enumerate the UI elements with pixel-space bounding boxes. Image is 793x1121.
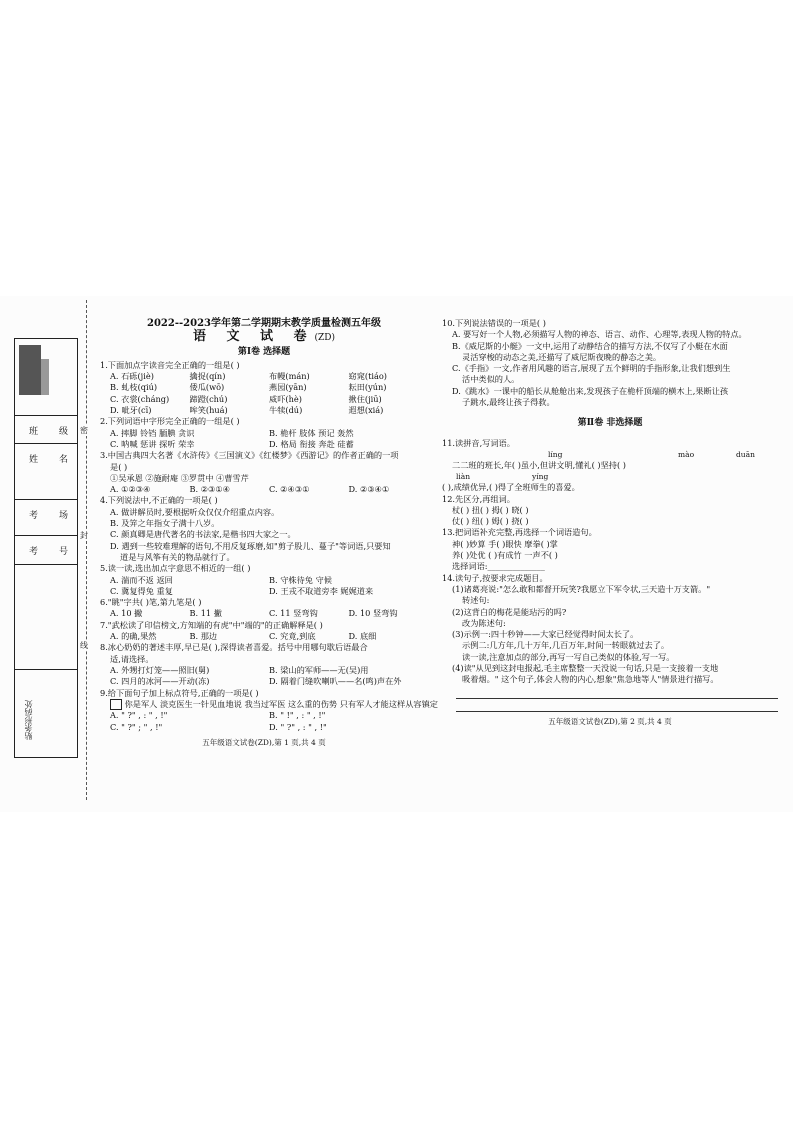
question-line: 12.先区分,再组词。 — [442, 493, 515, 504]
option-item[interactable]: B. 那边 — [189, 631, 218, 642]
question-line: (1)诸葛亮说:"怎么敢和都督开玩笑?我愿立下军令状,三天造十万支箭。" — [452, 583, 711, 594]
question-line: 吸着烟。" 这个句子,体会人物的内心,想象"焦急地等人"情景进行描写。 — [462, 674, 719, 685]
option-item[interactable]: D. 10 竖弯钩 — [348, 608, 398, 619]
option-item[interactable]: 揪住(jiū) — [348, 393, 382, 404]
question-line: 6."眺"字共( )笔,第九笔是( ) — [100, 597, 202, 608]
exam-header: 2022--2023学年第二学期期末教学质量检测五年级 — [147, 318, 381, 329]
question-line: B.《威尼斯的小艇》一文中,运用了动静结合的描写方法,不仅写了小艇在水面 — [452, 340, 728, 351]
question-line: 改为陈述句: — [462, 617, 506, 628]
class-label-1: 班 — [29, 427, 39, 437]
question-line: A. 要写好一个人物,必须描写人物的神态、语言、动作、心理等,表现人物的特点。 — [452, 329, 747, 340]
option-item[interactable]: A. 的确,果然 — [110, 631, 157, 642]
question-line: 读一读,注意加点的部分,再写一写自己类似的体验,写一写。 — [462, 651, 675, 662]
option-row — [100, 608, 428, 619]
number-label-2: 号 — [59, 547, 69, 557]
cut-char-1: 密 — [80, 426, 88, 435]
pinyin-5: yíng — [532, 472, 549, 482]
name-label-1: 姓 — [29, 455, 39, 465]
option-item[interactable]: A. 湍而不返 返回 — [110, 574, 173, 585]
question-line: (3)示例一:四十秒钟——大家已经觉得时间太长了。 — [452, 629, 639, 640]
name-field — [15, 443, 77, 472]
q11-pinyin-row-1 — [442, 449, 778, 460]
option-item[interactable]: 擒捉(qín) — [189, 371, 226, 382]
question-line: 道是与风筝有关的物品就行了。 — [120, 551, 235, 562]
cut-char-3: 线 — [80, 641, 88, 650]
question-line: 养( )处优 ( )有成竹 一声不( ) — [452, 550, 558, 561]
option-item[interactable]: 耘田(yún) — [348, 382, 387, 393]
question-line: D. 遇到一些较难理解的语句,不用反复琢磨,如"剪子股儿、蔓子"等词语,只要知 — [110, 540, 391, 551]
question-line: C. 颜真卿是唐代著名的书法家,是楷书四大家之一。 — [110, 529, 296, 540]
question-list-1 — [100, 360, 428, 699]
option-item[interactable]: C. 四月的冰河——开动(冻) — [110, 676, 210, 687]
option-row — [100, 710, 428, 721]
question-line: 5.读一读,选出加点字意思不相近的一组( ) — [100, 563, 251, 574]
page-2 — [442, 318, 778, 727]
option-item[interactable]: C. 呐喊 惩讲 探听 荣幸 — [110, 438, 195, 449]
question-line: 适,请选择。 — [110, 653, 154, 664]
option-item[interactable]: C. ②④③① — [269, 484, 310, 495]
room-field — [15, 499, 77, 528]
option-item[interactable]: 遐想(xiá) — [348, 405, 384, 416]
option-item[interactable]: A. 10 撇 — [110, 608, 143, 619]
question-line: 活中类似的人。 — [462, 374, 520, 385]
option-item[interactable]: B. 11 撇 — [189, 608, 222, 619]
option-item[interactable]: D. " ?" , : " , !" — [269, 721, 327, 732]
option-row — [100, 405, 428, 416]
option-item[interactable]: A. 摔脚 铃铛 腼腆 贪识 — [110, 427, 195, 438]
question-line: 13.把词语补充完整,再选择一个词语造句。 — [442, 527, 597, 538]
question-line: 3.中国古典四大名著《水浒传》《三国演义》《红楼梦》《西游记》的作者正确的一项 — [100, 450, 399, 461]
option-item[interactable]: 燕园(yān) — [269, 382, 307, 393]
answer-line-2[interactable] — [456, 699, 778, 712]
question-list-2b — [442, 494, 778, 686]
q11-line-2: ( ),成绩优异,( )得了全班师生的喜爱。 — [442, 482, 580, 493]
option-item[interactable]: 倭瓜(wō) — [189, 382, 225, 393]
question-line: 4.下列说法中,不正确的一项是( ) — [100, 495, 218, 506]
option-item[interactable]: A. " ?" , : " , !" — [110, 710, 168, 721]
question-line: 7."武松读了印信榜文,方知端的有虎"中"端的"的正确解释是( ) — [100, 619, 323, 630]
option-item[interactable]: D. 格局 衔接 奔赴 硅蓄 — [269, 438, 354, 449]
option-item[interactable]: 布幔(mán) — [269, 371, 310, 382]
option-item[interactable]: D. 王戎不取道旁李 娓娓道来 — [269, 585, 374, 596]
option-row — [100, 631, 428, 642]
question-list-2a — [442, 318, 778, 408]
option-item[interactable]: C. 衣裳(cháng) — [110, 393, 170, 404]
option-item[interactable]: B. 梁山的军师——无(吴)用 — [269, 664, 369, 675]
pinyin-2: mào — [678, 449, 695, 459]
title-code: (ZD) — [314, 333, 336, 344]
option-item[interactable]: 威吓(hè) — [269, 393, 302, 404]
option-item[interactable]: A. 外甥打灯笼——照旧(舅) — [110, 664, 210, 675]
question-line: 转述句: — [462, 595, 490, 606]
option-row — [100, 394, 428, 405]
q9-text: 你是军人 淡克医生一针见血地说 我当过军医 这么重的伤势 只有军人才能这样从容镇定 — [124, 698, 438, 709]
question-line: ①吴承恩 ②施耐庵 ③罗贯中 ④曹雪芹 — [110, 472, 249, 483]
pinyin-1: líng — [548, 449, 563, 459]
q11-title: 11.读拼音,写词语。 — [442, 437, 515, 448]
question-line: (4)读"从见到这封电报起,毛主席整整一天没说一句话,只是一支接着一支地 — [452, 663, 719, 674]
question-line: 8.冰心奶奶的著述丰厚,早已是( ),深得读者喜爱。括号中用哪句歇后语最合 — [100, 642, 368, 653]
q11-pinyin-row-2 — [442, 471, 778, 482]
number-field — [15, 535, 77, 565]
option-row — [100, 722, 428, 733]
blank-box — [110, 699, 122, 710]
pinyin-3: duān — [736, 449, 755, 459]
question-line: B. 及笄之年指女子满十八岁。 — [110, 518, 220, 529]
question-line: 10.下列说法错误的一项是( ) — [442, 318, 546, 328]
option-item[interactable]: D. 隔着门缝吹喇叭——名(鸣)声在外 — [269, 676, 402, 687]
section-1-title: 第Ⅰ卷 选择题 — [237, 346, 291, 357]
question-line: 2.下列词语中字形完全正确的一组是( ) — [100, 416, 240, 427]
cut-line — [86, 300, 87, 800]
page-2-footer: 五年级语文试卷(ZD),第 2 页,共 4 页 — [548, 716, 672, 726]
q11-line-1: 二二班的班长,年( )虽小,但讲文明,懂礼( )坚持( ) — [452, 459, 626, 470]
exam-title — [100, 331, 428, 344]
question-line: 子跳水,最终让孩子得救。 — [462, 397, 555, 408]
option-row — [100, 586, 428, 597]
option-item[interactable]: C. " ?" ; " , !" — [110, 721, 163, 732]
question-line: 示例二:几方年,几十万年,几百万年,时间一转眼就过去了。 — [462, 640, 670, 651]
option-row — [100, 371, 428, 382]
pinyin-4: liàn — [456, 472, 471, 482]
question-line: 仗( ) 纽( ) 姆( ) 挠( ) — [452, 516, 529, 527]
option-item[interactable]: B. ②③①④ — [189, 484, 231, 495]
option-item[interactable]: A. 石砾(jiè) — [110, 371, 154, 382]
question-line: C.《手指》一文,作者用风趣的语言,展现了五个鲜明的手指形象,让我们想到生 — [452, 363, 731, 374]
answer-line-1[interactable] — [456, 686, 778, 699]
option-item[interactable]: 蹄蹬(chú) — [189, 393, 228, 404]
option-item[interactable]: 牛犊(dú) — [269, 405, 303, 416]
option-row — [100, 484, 428, 495]
option-item[interactable]: D. ②③④① — [348, 484, 390, 495]
option-item[interactable]: B. 守株待兔 守候 — [269, 574, 332, 585]
option-row — [100, 382, 428, 393]
option-row — [100, 676, 428, 687]
question-line: D.《跳水》一课中的船长从舱舱出来,发现孩子在桅杆顶端的横木上,果断让孩 — [452, 385, 729, 396]
cut-char-2: 封 — [80, 531, 88, 540]
option-item[interactable]: B. 桅杆 肢体 预记 轰然 — [269, 427, 354, 438]
page-1 — [100, 318, 438, 748]
option-row — [100, 439, 428, 450]
name-label-2: 名 — [59, 455, 69, 465]
option-item[interactable]: 哞笑(huá) — [189, 405, 228, 416]
class-label-2: 级 — [59, 427, 69, 437]
q9-options — [100, 710, 428, 733]
question-line: 14.读句子,按要求完成题目。 — [442, 572, 548, 583]
question-line: (2)这背白的梅花是能玷污的吗? — [452, 606, 567, 617]
corner-bar — [41, 359, 49, 395]
question-line: 神( )妙算 手( )眼快 摩拳( )掌 — [452, 538, 558, 549]
question-line: 灵活穿梭的动态之美,还描写了威尼斯夜晚的静态之美。 — [462, 351, 662, 362]
question-line: 杖( ) 扭( ) 拇( ) 晓( ) — [452, 504, 529, 515]
option-item[interactable]: D. 呲牙(cī) — [110, 405, 152, 416]
option-item[interactable]: A. ①②③④ — [110, 484, 151, 495]
room-label-1: 考 — [29, 511, 39, 521]
barcode-label: 贴条形码处 — [24, 700, 33, 740]
option-item[interactable]: 窈窕(tiáo) — [348, 371, 387, 382]
option-item[interactable]: D. 底细 — [348, 631, 377, 642]
title-text: 语 文 试 卷 — [192, 329, 315, 345]
q9-sentence — [100, 698, 438, 711]
binding-strip — [14, 338, 78, 758]
question-line: 9.给下面句子加上标点符号,正确的一项是( ) — [100, 687, 259, 698]
option-item[interactable]: C. 究竟,到底 — [269, 631, 316, 642]
option-row — [100, 575, 428, 586]
option-item[interactable]: B. " !" , : " , !" — [269, 710, 326, 721]
number-label-1: 考 — [29, 547, 39, 557]
room-label-2: 场 — [59, 511, 69, 521]
section-2-title: 第Ⅱ卷 非选择题 — [577, 418, 643, 429]
class-field — [15, 415, 77, 444]
option-row — [100, 665, 428, 676]
question-line: 1.下面加点字读音完全正确的一组是( ) — [100, 359, 240, 370]
page-1-footer: 五年级语文试卷(ZD),第 1 页,共 4 页 — [202, 737, 326, 747]
option-item[interactable]: C. 11 竖弯钩 — [269, 608, 318, 619]
option-item[interactable]: B. 虬枝(qiú) — [110, 382, 158, 393]
question-line: 是( ) — [110, 461, 128, 472]
corner-mark — [19, 345, 41, 395]
option-item[interactable]: C. 冀复得兔 重复 — [110, 585, 173, 596]
question-line: A. 做讲解员时,要根据听众仅仅介绍重点内容。 — [110, 506, 280, 517]
option-row — [100, 428, 428, 439]
question-line: 选择词语:______________ — [452, 561, 545, 572]
